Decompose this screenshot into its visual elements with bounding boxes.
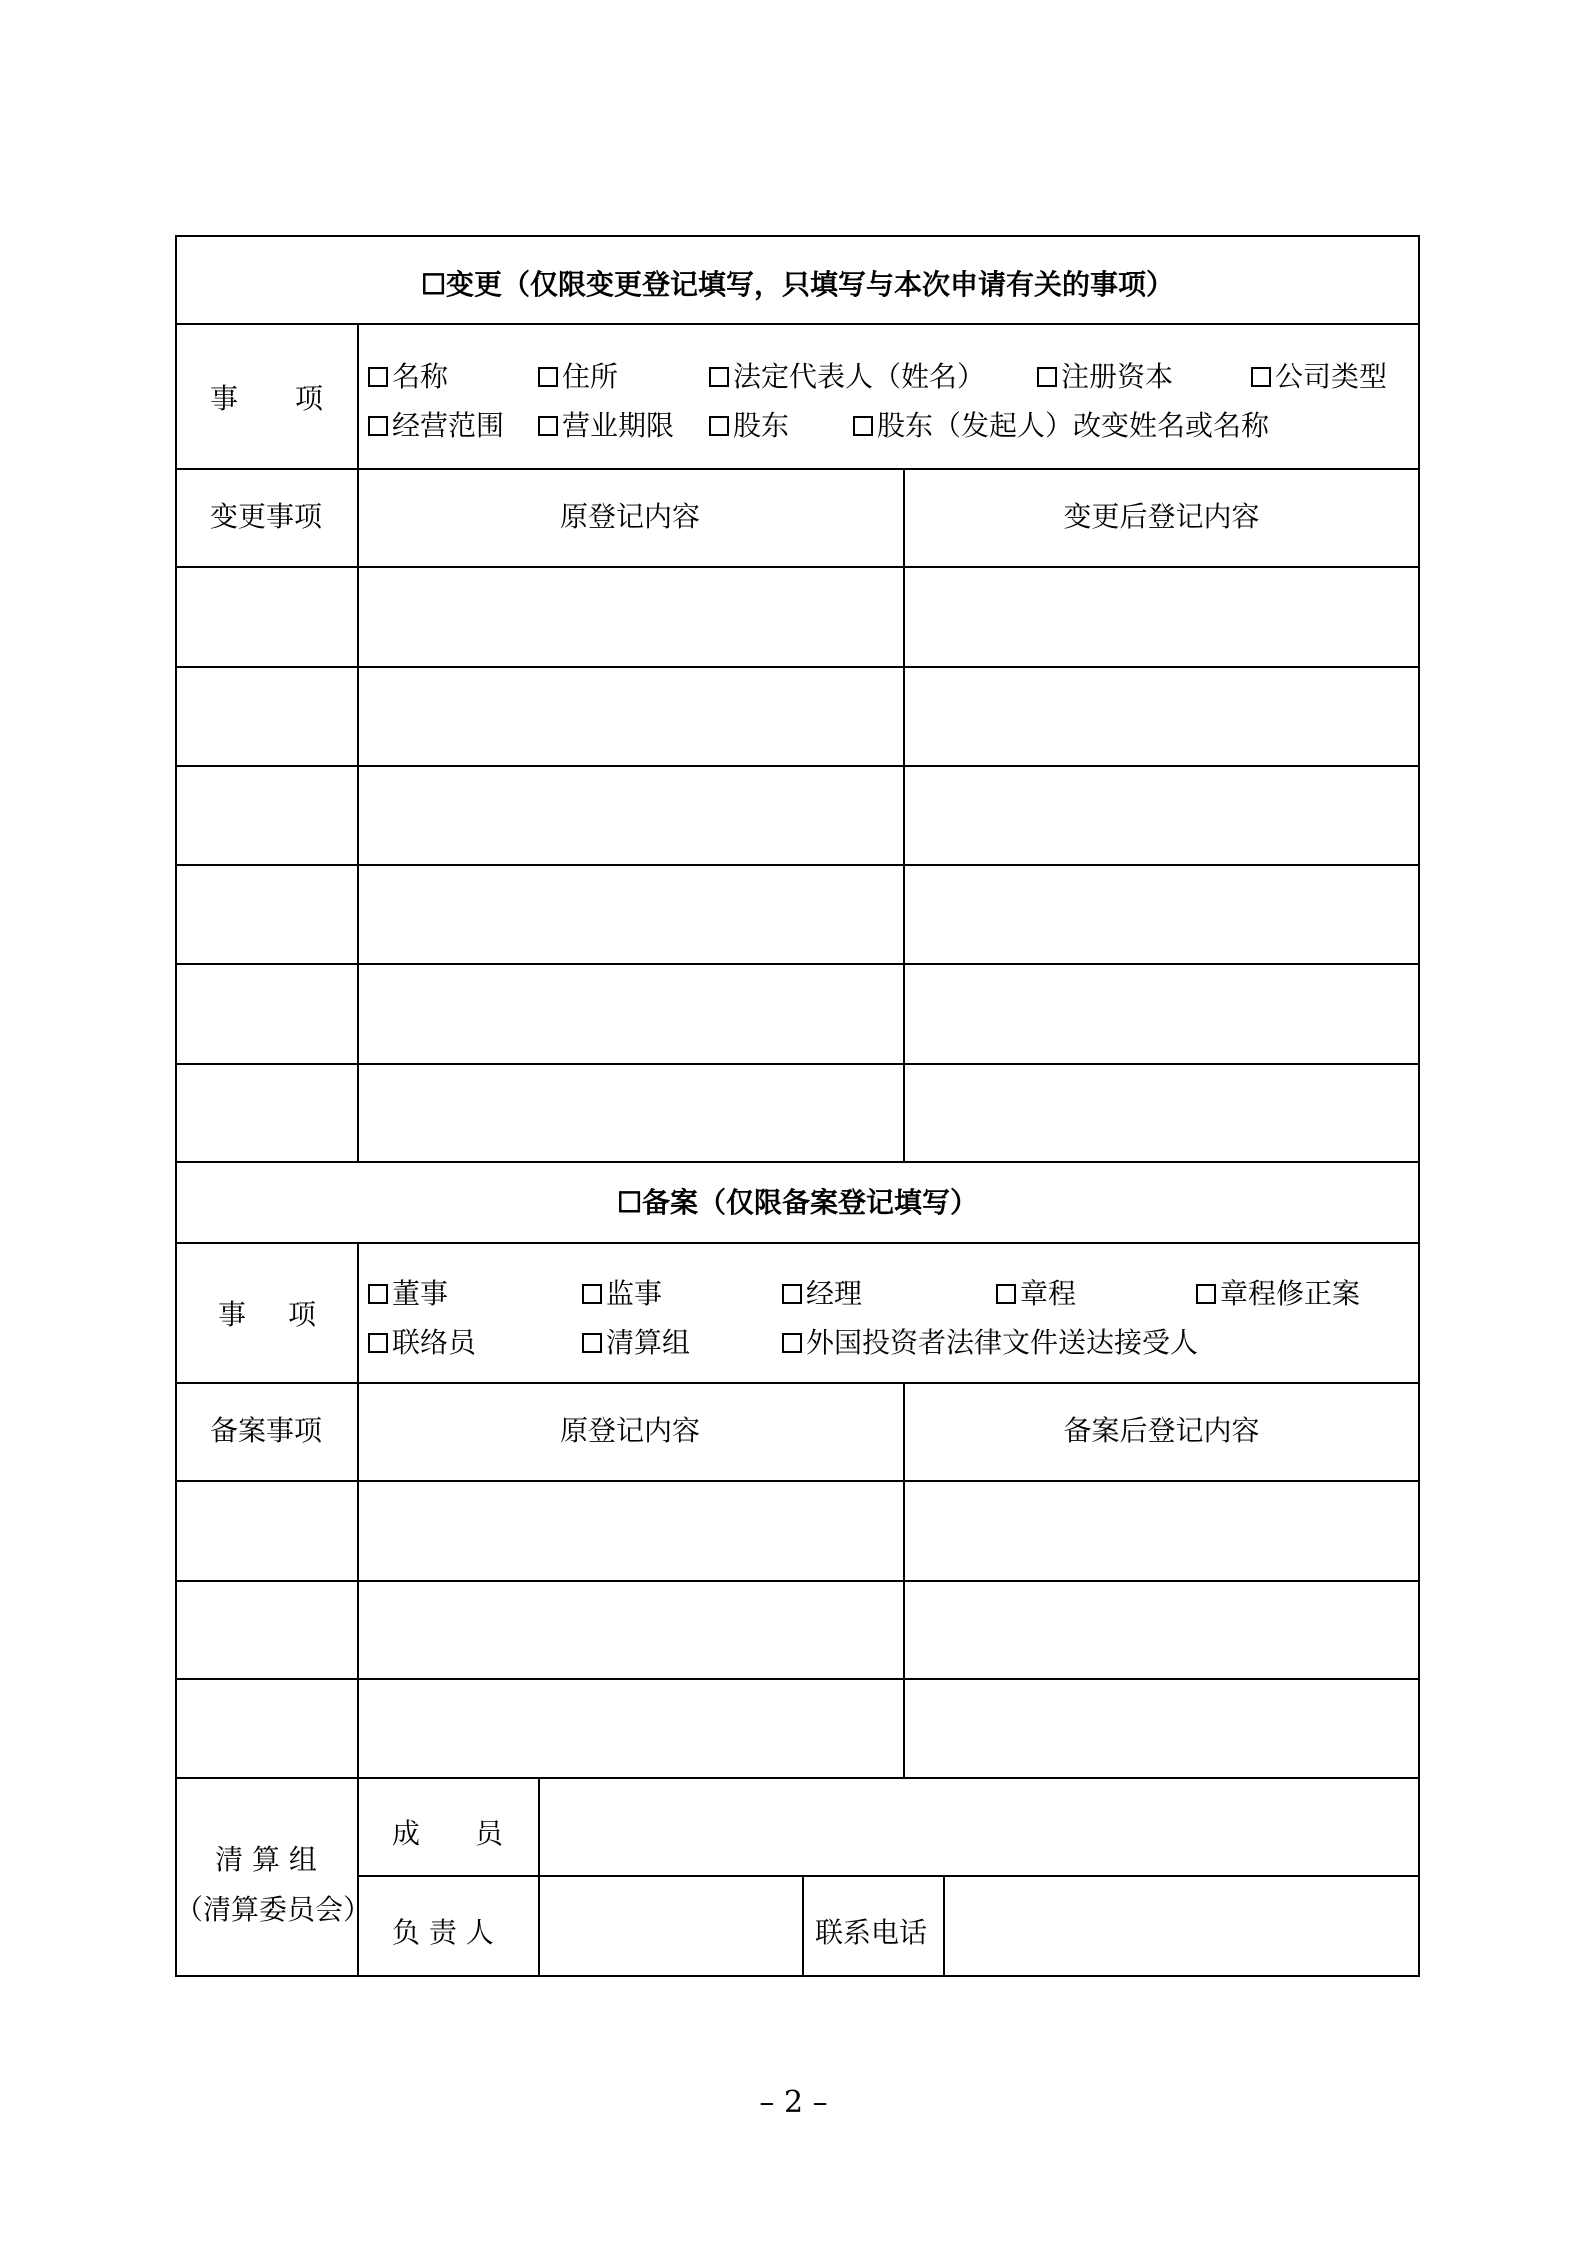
change-items-label-2: 项 (295, 382, 324, 415)
filing-option-manager[interactable] (782, 1277, 862, 1311)
rule (175, 1480, 1420, 1482)
option-label: 章程修正案 (1220, 1277, 1361, 1310)
rule (175, 1678, 1420, 1680)
rule (175, 1382, 1420, 1384)
filing-option-supervisor[interactable] (582, 1277, 662, 1311)
option-label: 股东 (733, 409, 790, 442)
rule (175, 566, 1420, 568)
option-label: 名称 (392, 360, 449, 393)
members-label-2: 员 (475, 1817, 504, 1850)
change-col-original: 原登记内容 (559, 500, 700, 533)
checkbox-icon[interactable] (1196, 1284, 1216, 1304)
checkbox-icon[interactable] (538, 367, 558, 387)
change-option-legal-rep[interactable] (709, 360, 985, 394)
option-label: 联络员 (392, 1326, 477, 1359)
option-label: 监事 (606, 1277, 663, 1310)
members-label-1: 成 (392, 1817, 421, 1850)
rule (175, 1580, 1420, 1582)
rule (357, 323, 359, 1161)
rule (903, 468, 905, 1161)
change-col-item: 变更事项 (209, 500, 322, 533)
change-col-after: 变更后登记内容 (1063, 500, 1260, 533)
option-label: 住所 (562, 360, 619, 393)
rule (802, 1875, 804, 1977)
checkbox-icon[interactable] (709, 416, 729, 436)
checkbox-icon[interactable] (582, 1333, 602, 1353)
change-option-name[interactable] (368, 360, 448, 394)
rule (175, 765, 1420, 767)
checkbox-icon[interactable] (1037, 367, 1057, 387)
option-label: 注册资本 (1061, 360, 1174, 393)
rule (357, 1242, 359, 1977)
rule (175, 323, 1420, 325)
rule (175, 1242, 1420, 1244)
option-label: 股东（发起人）改变姓名或名称 (877, 409, 1270, 442)
option-label: 营业期限 (562, 409, 675, 442)
filing-col-after: 备案后登记内容 (1063, 1414, 1260, 1447)
checkbox-icon[interactable] (782, 1284, 802, 1304)
phone-field[interactable] (945, 1877, 1418, 1975)
option-label: 经理 (806, 1277, 863, 1310)
option-label: 法定代表人（姓名） (733, 360, 986, 393)
registration-form-table (175, 235, 1420, 1977)
option-label: 董事 (392, 1277, 449, 1310)
option-label: 外国投资者法律文件送达接受人 (806, 1326, 1199, 1359)
rule (175, 864, 1420, 866)
leader-label: 负 责 人 (392, 1916, 494, 1949)
liquidation-sublabel: （清算委员会） (175, 1893, 372, 1926)
filing-section-title: ☐备案（仅限备案登记填写） (616, 1186, 979, 1219)
checkbox-icon[interactable] (996, 1284, 1016, 1304)
rule (175, 666, 1420, 668)
rule (175, 1063, 1420, 1065)
filing-col-original: 原登记内容 (559, 1414, 700, 1447)
filing-col-item: 备案事项 (209, 1414, 322, 1447)
rule (175, 1161, 1420, 1163)
liquidation-label: 清 算 组 (215, 1843, 317, 1876)
checkbox-icon[interactable] (709, 367, 729, 387)
checkbox-icon[interactable] (582, 1284, 602, 1304)
filing-option-foreign-investor-agent[interactable] (782, 1326, 1198, 1360)
rule (175, 963, 1420, 965)
option-label: 清算组 (606, 1326, 691, 1359)
filing-option-charter-amendment[interactable] (1196, 1277, 1360, 1311)
change-option-address[interactable] (538, 360, 618, 394)
filing-option-director[interactable] (368, 1277, 448, 1311)
filing-items-label-2: 项 (288, 1298, 317, 1331)
checkbox-icon[interactable] (782, 1333, 802, 1353)
change-option-shareholder[interactable] (709, 409, 789, 443)
change-items-label-1: 事 (210, 382, 239, 415)
change-option-capital[interactable] (1037, 360, 1173, 394)
checkbox-icon[interactable] (853, 416, 873, 436)
members-field[interactable] (540, 1779, 1418, 1874)
filing-option-charter[interactable] (996, 1277, 1076, 1311)
option-label: 公司类型 (1275, 360, 1388, 393)
checkbox-icon[interactable] (538, 416, 558, 436)
phone-label: 联系电话 (815, 1916, 928, 1949)
rule (175, 468, 1420, 470)
filing-items-label-1: 事 (218, 1298, 247, 1331)
checkbox-icon[interactable] (368, 1284, 388, 1304)
change-option-term[interactable] (538, 409, 674, 443)
change-section-title: ☐变更（仅限变更登记填写，只填写与本次申请有关的事项） (420, 268, 1175, 301)
change-option-scope[interactable] (368, 409, 504, 443)
leader-field[interactable] (540, 1877, 801, 1975)
change-option-company-type[interactable] (1251, 360, 1387, 394)
option-label: 经营范围 (392, 409, 505, 442)
checkbox-icon[interactable] (368, 416, 388, 436)
checkbox-icon[interactable] (368, 367, 388, 387)
page-number: – 2 – (759, 2085, 828, 2120)
filing-option-liaison[interactable] (368, 1326, 476, 1360)
checkbox-icon[interactable] (368, 1333, 388, 1353)
option-label: 章程 (1020, 1277, 1077, 1310)
filing-option-liquidation-group[interactable] (582, 1326, 690, 1360)
checkbox-icon[interactable] (1251, 367, 1271, 387)
change-option-shareholder-rename[interactable] (853, 409, 1269, 443)
